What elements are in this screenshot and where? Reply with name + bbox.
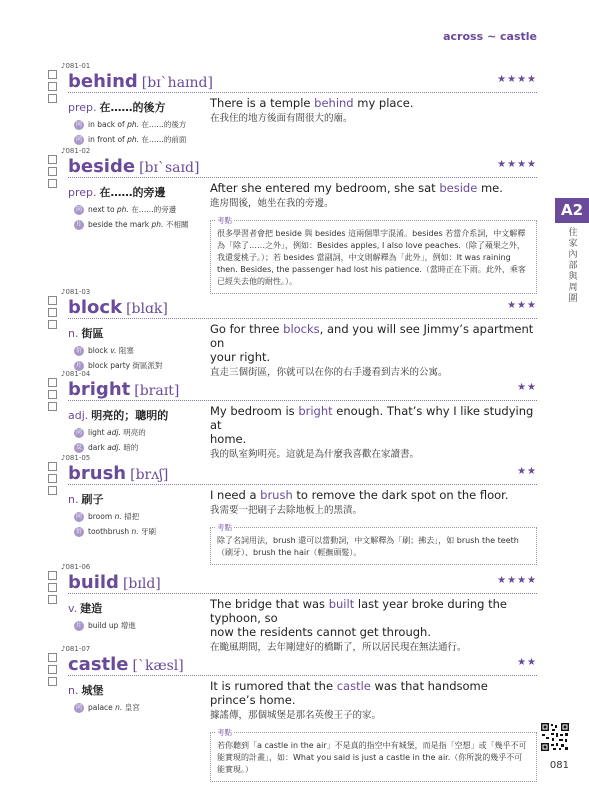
frequency-stars: ★★★★ xyxy=(497,575,537,586)
note-label: 考點 xyxy=(217,728,232,737)
related-word: 同 broom n. 掃把 xyxy=(75,512,140,521)
entry-castle xyxy=(52,645,537,774)
section-tab[interactable]: A2 xyxy=(555,198,589,223)
related-word: 反 dark adj. 暗的 xyxy=(75,443,139,452)
headword: castle [ˋkæsl] xyxy=(68,654,184,675)
checkboxes[interactable] xyxy=(48,378,57,411)
headword: beside [bɪˋsaɪd] xyxy=(68,156,200,177)
divider xyxy=(68,318,537,319)
example: The bridge that was built last year broke during the typhoon, so now the residents cannot get through. 在颱風期間，去年剛建好的橋斷了，所以居民現在無法通行。 xyxy=(210,597,508,653)
audio-track[interactable]: ♪081-05 xyxy=(61,454,91,462)
audio-track[interactable]: ♪081-02 xyxy=(61,147,91,155)
headword: block [blɑk] xyxy=(68,297,168,318)
note-label: 考點 xyxy=(217,523,232,532)
definition: adj. 明亮的；聰明的 同 light adj. 明亮的 反 dark adj. 暗的 xyxy=(68,404,203,453)
divider xyxy=(68,92,537,93)
related-word: 同 in back of ph. 在……的後方 xyxy=(75,120,187,129)
checkboxes[interactable] xyxy=(48,571,57,604)
checkboxes[interactable] xyxy=(48,296,57,329)
related-word: 片 beside the mark ph. 不相關 xyxy=(75,220,189,229)
audio-track[interactable]: ♪081-01 xyxy=(61,62,91,70)
checkboxes[interactable] xyxy=(48,653,57,686)
note-label: 考點 xyxy=(217,216,232,225)
section-title: 住家內部與周圍 xyxy=(568,228,578,304)
checkboxes[interactable] xyxy=(48,155,57,188)
frequency-stars: ★★ xyxy=(517,657,537,668)
definition: prep. 在……的旁邊 同 next to ph. 在……的旁邊 片 beside the mark ph. 不相關 xyxy=(68,181,203,230)
audio-track[interactable]: ♪081-07 xyxy=(61,645,91,653)
frequency-stars: ★★ xyxy=(517,382,537,393)
headword: behind [bɪˋhaɪnd] xyxy=(68,71,213,92)
usage-note: 考點 很多學習者會把 beside 與 besides 這兩個單字混淆。besides 若當介系詞，中文解釋為「除了……之外」，例如：Besides apples, I also love peaches.（除了蘋果之外，我還愛桃子。）；若 besides 當副詞，中文則解釋為「此外」，例如：It was raining then. Besides, the passenger had lost his patience.（當時正在下雨。此外，乘客已經失去他的耐性。）。 xyxy=(210,220,537,294)
example: I need a brush to remove the dark spot on the floor. 我需要一把刷子去除地板上的黑漬。 考點 除了名詞用法，brush 還可以當動詞，中文解釋為「刷；拂去」，如 brush the teeth（刷牙）、brush the hair（輕撫頭髮）。 xyxy=(210,488,537,565)
divider xyxy=(68,484,537,485)
headword: bright [braɪt] xyxy=(68,379,180,400)
divider xyxy=(68,593,537,594)
related-word: 片 block party 街區派對 xyxy=(75,361,163,370)
divider xyxy=(68,400,537,401)
usage-note: 考點 若你聽到「a castle in the air」不是真的指空中有城堡，而是指「空想」或「幾乎不可能實現的計畫」，如：What you said is just a castle in the air.（你所說的幾乎不可能實現。） xyxy=(210,732,537,782)
related-word: 同 next to ph. 在……的旁邊 xyxy=(75,205,177,214)
example: After she entered my bedroom, she sat beside me. 進房間後，她坐在我的旁邊。 考點 很多學習者會把 beside 與 besides 這兩個單字混淆。besides 若當介系詞，中文解釋為「除了……之外」，例如：Besides apples, I also love peaches.（除了蘋果之外，我還愛桃子。）；若 besides 當副詞，中文則解釋為「此外」，例如：It was raining then. Besides, the passenger had lost his patience.（當時正在下雨。此外，乘客已經失去他的耐性。）。 xyxy=(210,181,537,294)
frequency-stars: ★★★ xyxy=(507,300,537,311)
entry-beside xyxy=(52,147,537,287)
frequency-stars: ★★★★ xyxy=(497,74,537,85)
headword: brush [brʌʃ] xyxy=(68,463,169,484)
divider xyxy=(68,177,537,178)
example: It is rumored that the castle was that handsome prince’s home. 據謠傳，那個城堡是那名英俊王子的家。 考點 若你聽到「a castle in the air」不是真的指空中有城堡，而是指「空想」或「幾乎不可能實現的計畫」，如：What you said is just a castle in the air.（你所說的幾乎不可能實現。） xyxy=(210,679,537,782)
headword: build [bɪld] xyxy=(68,572,161,593)
related-word: 衍 toothbrush n. 牙刷 xyxy=(75,527,156,536)
related-word: 同 in front of ph. 在……的前面 xyxy=(75,135,187,144)
checkboxes[interactable] xyxy=(48,70,57,103)
entry-behind xyxy=(52,62,537,142)
definition: n. 街區 衍 block v. 阻塞 片 block party 街區派對 xyxy=(68,322,203,371)
divider xyxy=(68,675,537,676)
example: There is a temple behind my place. 在我住的地方後面有間很大的廟。 xyxy=(210,96,414,124)
example: My bedroom is bright enough. That’s why I like studying at home. 我的臥室夠明亮。這就是為什麼我喜歡在家讀書。 xyxy=(210,404,534,460)
entry-brush xyxy=(52,454,537,564)
related-word: 片 build up 增進 xyxy=(75,621,136,630)
frequency-stars: ★★ xyxy=(517,466,537,477)
page-number: 081 xyxy=(549,760,569,771)
frequency-stars: ★★★★ xyxy=(497,159,537,170)
related-word: 同 palace n. 皇宮 xyxy=(75,703,140,712)
definition: n. 城堡 同 palace n. 皇宮 xyxy=(68,679,203,713)
related-word: 同 light adj. 明亮的 xyxy=(75,428,146,437)
qr-code-icon[interactable] xyxy=(540,722,570,752)
definition: v. 建造 片 build up 增進 xyxy=(68,597,203,631)
checkboxes[interactable] xyxy=(48,462,57,495)
page-range-header: across ~ castle xyxy=(443,30,537,43)
audio-track[interactable]: ♪081-03 xyxy=(61,288,91,296)
example: Go for three blocks, and you will see Jimmy’s apartment on your right. 直走三個街區，你就可以在你的右手邊看到吉米的公寓。 xyxy=(210,322,534,378)
audio-track[interactable]: ♪081-06 xyxy=(61,563,91,571)
related-word: 衍 block v. 阻塞 xyxy=(75,346,134,355)
usage-note: 考點 除了名詞用法，brush 還可以當動詞，中文解釋為「刷；拂去」，如 brush the teeth（刷牙）、brush the hair（輕撫頭髮）。 xyxy=(210,527,537,565)
definition: prep. 在……的後方 同 in back of ph. 在……的後方 同 in front of ph. 在……的前面 xyxy=(68,96,203,145)
audio-track[interactable]: ♪081-04 xyxy=(61,370,91,378)
definition: n. 刷子 同 broom n. 掃把 衍 toothbrush n. 牙刷 xyxy=(68,488,203,537)
